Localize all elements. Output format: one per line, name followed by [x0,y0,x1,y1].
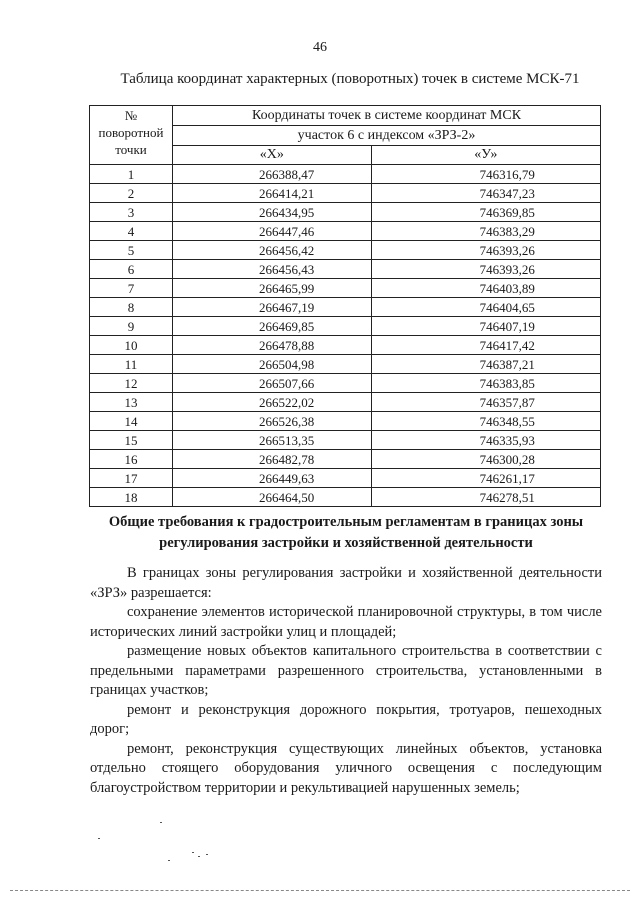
x-coordinate-cell: 266388,47 [173,165,372,184]
y-coordinate-cell: 746393,26 [371,241,600,260]
table-row [90,374,601,393]
table-caption: Таблица координат характерных (поворотных) точек в системе МСК-71 [120,71,580,87]
table-row [90,165,601,184]
x-coordinate-cell: 266469,85 [173,317,372,336]
table-row [90,260,601,279]
x-coordinate-cell: 266507,66 [173,374,372,393]
y-coordinate-cell: 746383,29 [371,222,600,241]
x-coordinate-cell: 266414,21 [173,184,372,203]
header-coordinates-title: Координаты точек в системе координат МСК [173,106,601,126]
scan-edge-line [10,890,630,891]
paragraph: размещение новых объектов капитального строительства в соответствии с предельными параметрами разрешенного строительства, установленными в границах участков; [90,643,602,698]
table-row [90,488,601,507]
x-coordinate-cell: 266482,78 [173,450,372,469]
y-coordinate-cell: 746357,87 [371,393,600,412]
table-row [90,393,601,412]
section-heading: Общие требования к градостроительным регламентам в границах зоны регулирования застройки и хозяйственной деятельности [108,514,584,551]
point-number-cell: 1 [90,165,173,184]
header-col-y: «У» [371,146,600,165]
table-row [90,412,601,431]
x-coordinate-cell: 266447,46 [173,222,372,241]
table-row [90,203,601,222]
y-coordinate-cell: 746417,42 [371,336,600,355]
x-coordinate-cell: 266464,50 [173,488,372,507]
table-row [90,298,601,317]
table-row [90,355,601,374]
table-row [90,184,601,203]
paragraph: В границах зоны регулирования застройки и хозяйственной деятельности «ЗРЗ» разрешается: [90,565,602,601]
y-coordinate-cell: 746404,65 [371,298,600,317]
x-coordinate-cell: 266465,99 [173,279,372,298]
table-row [90,450,601,469]
x-coordinate-cell: 266513,35 [173,431,372,450]
point-number-cell: 18 [90,488,173,507]
x-coordinate-cell: 266456,43 [173,260,372,279]
x-coordinate-cell: 266434,95 [173,203,372,222]
point-number-cell: 6 [90,260,173,279]
header-point-line: точки [115,142,147,157]
point-number-cell: 14 [90,412,173,431]
x-coordinate-cell: 266522,02 [173,393,372,412]
point-number-cell: 15 [90,431,173,450]
point-number-cell: 4 [90,222,173,241]
point-number-cell: 9 [90,317,173,336]
header-point-line: поворотной [98,125,164,140]
y-coordinate-cell: 746369,85 [371,203,600,222]
paragraph: ремонт и реконструкция дорожного покрытия, тротуаров, пешеходных дорог; [90,701,602,737]
table-row [90,431,601,450]
point-number-cell: 12 [90,374,173,393]
point-number-cell: 13 [90,393,173,412]
x-coordinate-cell: 266504,98 [173,355,372,374]
table-body [90,165,601,507]
page-number: 46 [313,40,327,55]
x-coordinate-cell: 266526,38 [173,412,372,431]
table-row [90,241,601,260]
point-number-cell: 8 [90,298,173,317]
y-coordinate-cell: 746335,93 [371,431,600,450]
y-coordinate-cell: 746403,89 [371,279,600,298]
header-col-x: «X» [173,146,372,165]
point-number-cell: 11 [90,355,173,374]
y-coordinate-cell: 746300,28 [371,450,600,469]
y-coordinate-cell: 746383,85 [371,374,600,393]
point-number-cell: 5 [90,241,173,260]
y-coordinate-cell: 746348,55 [371,412,600,431]
x-coordinate-cell: 266478,88 [173,336,372,355]
table-row [90,222,601,241]
y-coordinate-cell: 746393,26 [371,260,600,279]
header-point-line: № [124,108,138,123]
header-point-number [90,106,173,165]
paragraph: сохранение элементов исторической планировочной структуры, в том числе исторических линий застройки улиц и площадей; [90,604,602,640]
x-coordinate-cell: 266467,19 [173,298,372,317]
x-coordinate-cell: 266456,42 [173,241,372,260]
table-row [90,279,601,298]
y-coordinate-cell: 746316,79 [371,165,600,184]
point-number-cell: 16 [90,450,173,469]
point-number-cell: 17 [90,469,173,488]
point-number-cell: 10 [90,336,173,355]
paragraph: ремонт, реконструкция существующих линейных объектов, установка отдельно стоящего оборудования уличного освещения с последующим благоустройством территории и рекультивацией нарушенных земель; [90,740,602,796]
y-coordinate-cell: 746347,23 [371,184,600,203]
body-text [90,564,602,798]
table-row [90,469,601,488]
y-coordinate-cell: 746278,51 [371,488,600,507]
y-coordinate-cell: 746387,21 [371,355,600,374]
point-number-cell: 3 [90,203,173,222]
point-number-cell: 7 [90,279,173,298]
header-plot-subtitle: участок 6 с индексом «ЗРЗ-2» [173,126,601,146]
x-coordinate-cell: 266449,63 [173,469,372,488]
point-number-cell: 2 [90,184,173,203]
y-coordinate-cell: 746407,19 [371,317,600,336]
coordinates-table [89,105,601,507]
table-row [90,317,601,336]
table-row [90,336,601,355]
y-coordinate-cell: 746261,17 [371,469,600,488]
